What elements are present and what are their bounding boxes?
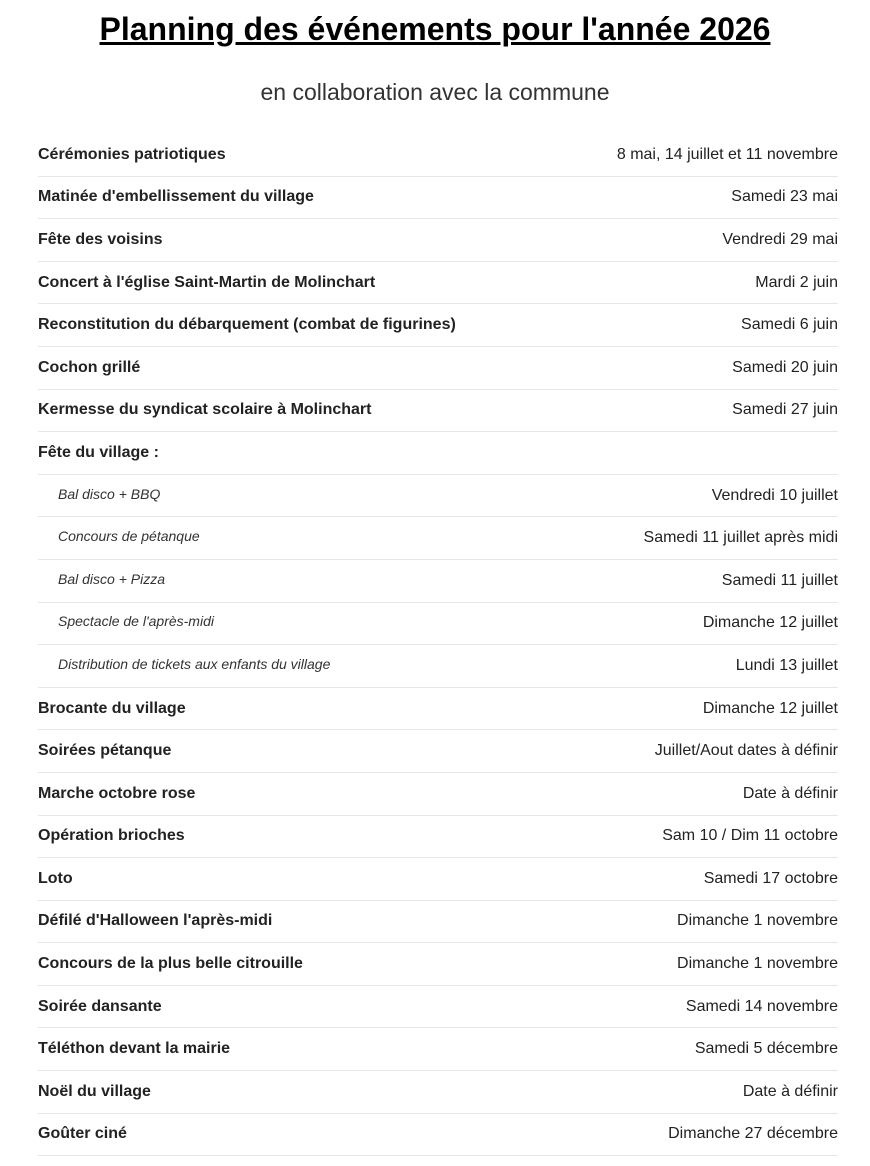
- event-date: Dimanche 12 juillet: [702, 614, 838, 632]
- event-name: Noël du village: [38, 1082, 151, 1100]
- sub-event-name: Spectacle de l'après-midi: [58, 613, 214, 630]
- event-name: Fête du village :: [38, 443, 159, 461]
- event-name: Loto: [38, 869, 73, 887]
- event-row: [38, 1071, 838, 1114]
- sub-event-row: [38, 517, 838, 560]
- event-row: [38, 773, 838, 816]
- event-row: [38, 134, 838, 177]
- event-date: Mardi 2 juin: [755, 273, 838, 291]
- event-date: Lundi 13 juillet: [735, 656, 838, 674]
- event-name: Défilé d'Halloween l'après-midi: [38, 912, 273, 930]
- event-name: Matinée d'embellissement du village: [38, 188, 314, 206]
- sub-event-row: [38, 560, 838, 603]
- event-date: Dimanche 1 novembre: [677, 955, 838, 973]
- event-date: Samedi 14 novembre: [685, 997, 838, 1015]
- event-date: Dimanche 1 novembre: [677, 912, 838, 930]
- event-name: Téléthon devant la mairie: [38, 1040, 231, 1058]
- page-title: Planning des événements pour l'année 2026: [99, 11, 771, 47]
- event-row: [38, 986, 838, 1029]
- event-date: Date à définir: [742, 784, 838, 802]
- event-date: Samedi 11 juillet: [721, 571, 838, 589]
- event-name: Soirée dansante: [38, 997, 162, 1015]
- event-name: Fête des voisins: [38, 230, 163, 248]
- event-date: Samedi 23 mai: [731, 188, 838, 206]
- event-date: Dimanche 12 juillet: [702, 699, 838, 717]
- event-row: [38, 304, 838, 347]
- event-row: [38, 262, 838, 305]
- event-date: Samedi 6 juin: [741, 316, 838, 334]
- event-date: Samedi 17 octobre: [703, 869, 838, 887]
- event-name: Cérémonies patriotiques: [38, 145, 226, 163]
- events-list: [38, 134, 838, 1156]
- event-row: [38, 1028, 838, 1071]
- event-name: Opération brioches: [38, 827, 185, 845]
- event-row: [38, 177, 838, 220]
- sub-event-name: Bal disco + BBQ: [58, 485, 161, 502]
- event-date: Dimanche 27 décembre: [668, 1125, 838, 1143]
- event-date: Samedi 20 juin: [732, 358, 838, 376]
- event-row: [38, 730, 838, 773]
- event-name: Goûter ciné: [38, 1125, 127, 1143]
- event-date: Samedi 27 juin: [732, 401, 838, 419]
- event-row: [38, 943, 838, 986]
- event-name: Concert à l'église Saint-Martin de Molinchart: [38, 273, 376, 291]
- event-date: Juillet/Aout dates à définir: [654, 742, 838, 760]
- event-name: Kermesse du syndicat scolaire à Molinchart: [38, 401, 372, 419]
- event-date: 8 mai, 14 juillet et 11 novembre: [616, 145, 838, 163]
- event-row: [38, 1114, 838, 1157]
- event-row: [38, 347, 838, 390]
- event-name: Reconstitution du débarquement (combat de figurines): [38, 316, 456, 334]
- sub-event-row: [38, 475, 838, 518]
- event-row: [38, 901, 838, 944]
- event-name: Soirées pétanque: [38, 742, 172, 760]
- event-date: Vendredi 29 mai: [722, 230, 838, 248]
- event-date: Sam 10 / Dim 11 octobre: [662, 827, 838, 845]
- event-group-heading: [38, 432, 838, 475]
- event-date: Samedi 11 juillet après midi: [643, 529, 838, 547]
- sub-event-name: Distribution de tickets aux enfants du village: [58, 655, 331, 672]
- event-date: Vendredi 10 juillet: [711, 486, 838, 504]
- event-row: [38, 390, 838, 433]
- event-row: [38, 688, 838, 731]
- sub-event-name: Bal disco + Pizza: [58, 570, 165, 587]
- sub-event-row: [38, 603, 838, 646]
- event-name: Marche octobre rose: [38, 784, 196, 802]
- event-date: Samedi 5 décembre: [694, 1040, 838, 1058]
- sub-event-row: [38, 645, 838, 688]
- event-name: Concours de la plus belle citrouille: [38, 955, 303, 973]
- event-row: [38, 858, 838, 901]
- event-name: Cochon grillé: [38, 358, 141, 376]
- event-name: Brocante du village: [38, 699, 186, 717]
- page-subtitle: en collaboration avec la commune: [260, 79, 610, 105]
- event-date: Date à définir: [742, 1082, 838, 1100]
- event-row: [38, 219, 838, 262]
- sub-event-name: Concours de pétanque: [58, 528, 200, 545]
- event-row: [38, 816, 838, 859]
